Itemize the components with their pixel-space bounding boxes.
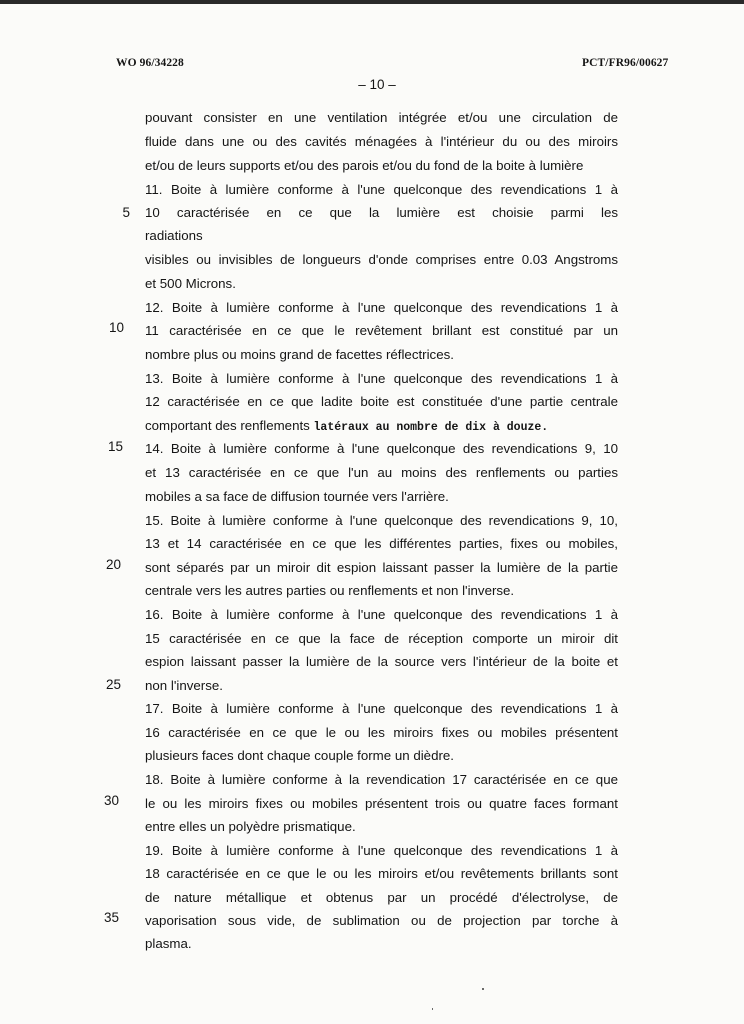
text-line: fluide dans une ou des cavités ménagées à l'intérieur du ou des miroirs	[145, 134, 618, 149]
text-line: 16 caractérisée en ce que le ou les miroirs fixes ou mobiles présentent	[145, 725, 618, 740]
text-line: de nature métallique et obtenus par un procédé d'électrolyse, de	[145, 890, 618, 905]
page-number: – 10 –	[358, 77, 396, 92]
text-line: non l'inverse.	[145, 678, 223, 693]
text-line: espion laissant passer la lumière de la source vers l'intérieur de la boite et	[145, 654, 618, 669]
text-line: 16. Boite à lumière conforme à l'une quelconque des revendications 1 à	[145, 607, 618, 622]
text-line: 18 caractérisée en ce que le ou les miroirs et/ou revêtements brillants sont	[145, 866, 618, 881]
scan-speck	[482, 988, 484, 990]
margin-line-number: 30	[103, 793, 119, 808]
text-line: 12. Boite à lumière conforme à l'une quelconque des revendications 1 à	[145, 300, 618, 315]
text-line	[145, 418, 548, 434]
text-line: radiations	[145, 228, 203, 243]
scan-edge	[0, 0, 744, 4]
text-line: le ou les miroirs fixes ou mobiles présentent trois ou quatre faces formant	[145, 796, 618, 811]
margin-line-number: 25	[105, 677, 121, 692]
text-line: mobiles a sa face de diffusion tournée vers l'arrière.	[145, 489, 449, 504]
margin-line-number: 35	[103, 910, 119, 925]
text-line: 10 caractérisée en ce que la lumière est choisie parmi les	[145, 205, 618, 220]
text-line: 15 caractérisée en ce que la face de réception comporte un miroir dit	[145, 631, 618, 646]
text-line: et/ou de leurs supports et/ou des parois et/ou du fond de la boite à lumière	[145, 158, 584, 173]
text-line: 13 et 14 caractérisée en ce que les différentes parties, fixes ou mobiles,	[145, 536, 618, 551]
text-line: visibles ou invisibles de longueurs d'onde comprises entre 0.03 Angstroms	[145, 252, 618, 267]
text-line: centrale vers les autres parties ou renflements et non l'inverse.	[145, 583, 515, 598]
text-line: pouvant consister en une ventilation intégrée et/ou une circulation de	[145, 110, 618, 125]
text-line: plusieurs faces dont chaque couple forme un dièdre.	[145, 748, 454, 763]
text-line: 18. Boite à lumière conforme à la revendication 17 caractérisée en ce que	[145, 772, 618, 787]
scan-speck	[432, 1008, 433, 1010]
text-line: vaporisation sous vide, de sublimation ou de projection par torche à	[145, 913, 618, 928]
text-line: et 500 Microns.	[145, 276, 236, 291]
margin-line-number: 20	[105, 557, 121, 572]
publication-number: WO 96/34228	[116, 57, 184, 69]
text-line: 12 caractérisée en ce que ladite boite est constituée d'une partie centrale	[145, 394, 618, 409]
margin-line-number: 15	[107, 439, 123, 454]
text-line: 17. Boite à lumière conforme à l'une quelconque des revendications 1 à	[145, 701, 618, 716]
text-line: 14. Boite à lumière conforme à l'une quelconque des revendications 9, 10	[145, 441, 618, 456]
text-line: 19. Boite à lumière conforme à l'une quelconque des revendications 1 à	[145, 843, 618, 858]
text-segment: comportant des renflements	[145, 418, 310, 433]
application-number: PCT/FR96/00627	[582, 57, 669, 69]
text-line: entre elles un polyèdre prismatique.	[145, 819, 356, 834]
text-line: nombre plus ou moins grand de facettes réflectrices.	[145, 347, 454, 362]
typed-insert: latéraux au nombre de dix à douze.	[313, 421, 549, 434]
margin-line-number: 5	[122, 205, 130, 220]
margin-line-number: 10	[108, 320, 124, 335]
text-line: 11. Boite à lumière conforme à l'une quelconque des revendications 1 à	[145, 182, 618, 197]
text-line: et 13 caractérisée en ce que l'un au moins des renflements ou parties	[145, 465, 618, 480]
text-line: 13. Boite à lumière conforme à l'une quelconque des revendications 1 à	[145, 371, 618, 386]
text-line: 11 caractérisée en ce que le revêtement brillant est constitué par un	[145, 323, 618, 338]
text-line: sont séparés par un miroir dit espion laissant passer la lumière de la partie	[145, 560, 618, 575]
text-line: plasma.	[145, 936, 192, 951]
text-line: 15. Boite à lumière conforme à l'une quelconque des revendications 9, 10,	[145, 513, 618, 528]
